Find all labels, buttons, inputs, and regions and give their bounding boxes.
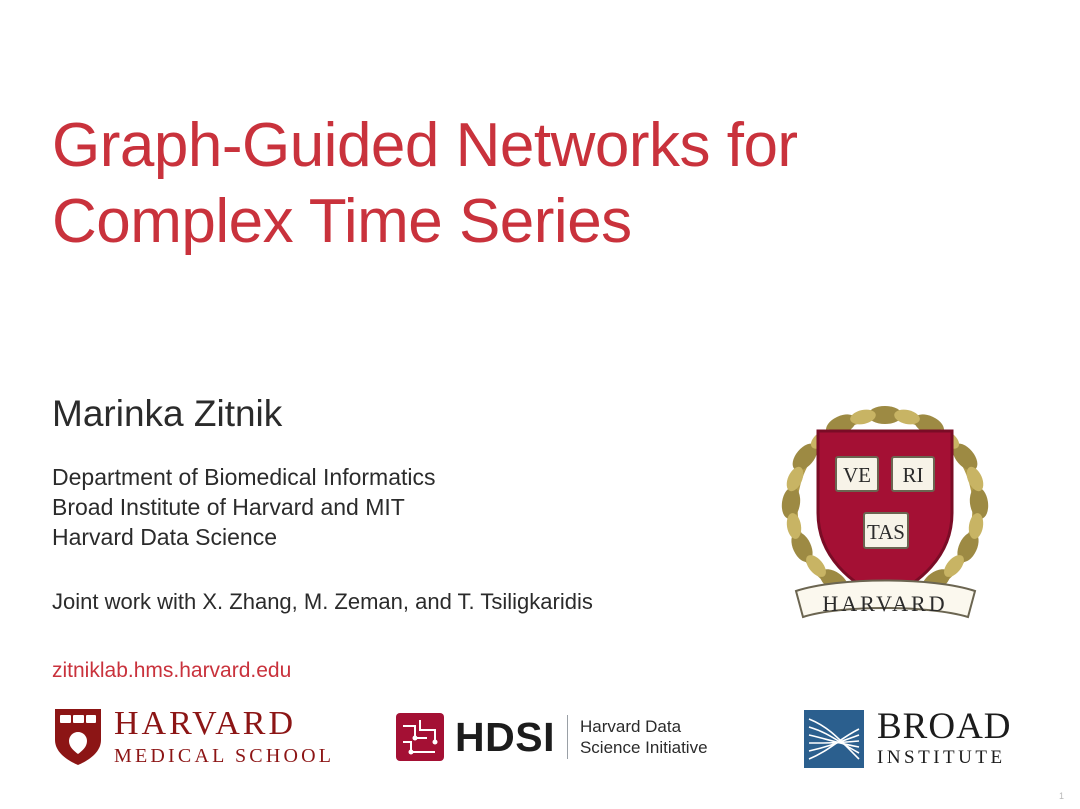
hdsi-subtitle-line-2: Science Initiative bbox=[579, 738, 708, 757]
svg-text:TAS: TAS bbox=[867, 520, 905, 544]
affiliation-list bbox=[52, 462, 436, 552]
affiliation-line-3: Harvard Data Science bbox=[52, 524, 277, 550]
page-number: 1 bbox=[1058, 791, 1064, 801]
author-name: Marinka Zitnik bbox=[52, 393, 283, 434]
broad-wordmark-bottom: INSTITUTE bbox=[877, 747, 1006, 768]
hdsi-subtitle-line-1: Harvard Data bbox=[579, 717, 682, 736]
affiliation-line-1: Department of Biomedical Informatics bbox=[52, 464, 436, 490]
svg-text:HARVARD: HARVARD bbox=[822, 591, 948, 616]
hdsi-circuit-icon bbox=[395, 712, 445, 762]
hdsi-divider bbox=[567, 715, 568, 759]
svg-text:RI: RI bbox=[902, 463, 924, 487]
svg-text:VE: VE bbox=[843, 463, 871, 487]
logo-row bbox=[0, 700, 1080, 800]
title-line-2: Complex Time Series bbox=[52, 187, 632, 256]
hms-wordmark-top: HARVARD bbox=[114, 705, 297, 742]
lab-website-link[interactable]: zitniklab.hms.harvard.edu bbox=[52, 659, 292, 682]
affiliation-line-2: Broad Institute of Harvard and MIT bbox=[52, 494, 405, 520]
broad-wordmark-top: BROAD bbox=[877, 706, 1012, 747]
hms-wordmark-bottom: MEDICAL SCHOOL bbox=[114, 745, 335, 767]
hms-shield-icon bbox=[52, 706, 104, 768]
hdsi-logo bbox=[395, 712, 708, 762]
broad-mark-icon bbox=[803, 709, 865, 769]
harvard-medical-school-logo bbox=[52, 705, 334, 769]
joint-work-credit: Joint work with X. Zhang, M. Zeman, and T. Tsiligkaridis bbox=[52, 589, 593, 614]
harvard-crest-icon bbox=[778, 395, 993, 630]
broad-institute-logo bbox=[803, 708, 1012, 770]
title-line-1: Graph-Guided Networks for bbox=[52, 111, 798, 180]
hdsi-wordmark: HDSI bbox=[455, 714, 555, 760]
page-title bbox=[52, 108, 982, 260]
